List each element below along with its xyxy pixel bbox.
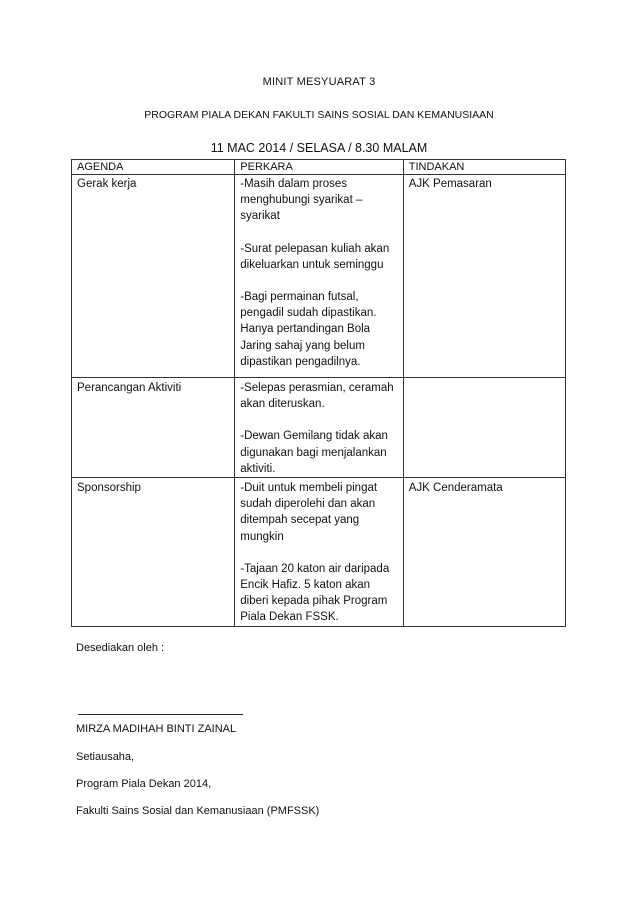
perkara-item: -Masih dalam proses menghubungi syarikat – syarikat — [240, 178, 363, 223]
column-header-tindakan: TINDAKAN — [403, 160, 565, 175]
signatory-faculty: Fakulti Sains Sosial dan Kemanusiaan (PMFSSK) — [76, 805, 320, 817]
perkara-item: -Tajaan 20 katon air daripada Encik Hafiz. 5 katon akan diberi kepada pihak Program Piala Dekan FSSK. — [240, 562, 390, 624]
prepared-by-label: Desediakan oleh : — [76, 642, 165, 654]
table-row — [72, 378, 566, 478]
signatory-name: MIRZA MADIHAH BINTI ZAINAL — [76, 723, 237, 735]
minutes-title: MINIT MESYUARAT 3 — [262, 76, 376, 88]
agenda-cell: Gerak kerja — [72, 175, 235, 378]
perkara-item: -Dewan Gemilang tidak akan digunakan bagi menjalankan aktiviti. — [240, 430, 388, 475]
agenda-cell: Sponsorship — [72, 478, 235, 627]
perkara-cell — [235, 478, 403, 627]
perkara-item: -Bagi permainan futsal, pengadil sudah dipastikan. Hanya pertandingan Bola Jaring sahaj yang belum dipastikan pengadilnya. — [240, 291, 377, 368]
perkara-item: -Surat pelepasan kuliah akan dikeluarkan untuk seminggu — [240, 242, 390, 271]
tindakan-cell: AJK Cenderamata — [403, 478, 565, 627]
signature-line — [78, 714, 243, 715]
tindakan-cell — [403, 378, 565, 478]
agenda-cell: Perancangan Aktiviti — [72, 378, 235, 478]
column-header-agenda: AGENDA — [72, 160, 235, 175]
signatory-role: Setiausaha, — [76, 751, 135, 763]
tindakan-cell: AJK Pemasaran — [403, 175, 565, 378]
perkara-cell — [235, 175, 403, 378]
table-row — [72, 478, 566, 627]
perkara-cell — [235, 378, 403, 478]
minutes-table — [71, 159, 566, 627]
meeting-date: 11 MAC 2014 / SELASA / 8.30 MALAM — [210, 141, 428, 155]
signatory-program: Program Piala Dekan 2014, — [76, 778, 212, 790]
perkara-item: -Duit untuk membeli pingat sudah diperolehi dan akan ditempah secepat yang mungkin — [240, 482, 378, 543]
table-row — [72, 175, 566, 378]
table-header-row — [72, 160, 566, 175]
program-title: PROGRAM PIALA DEKAN FAKULTI SAINS SOSIAL DAN KEMANUSIAAN — [144, 109, 494, 121]
perkara-item: -Selepas perasmian, ceramah akan diteruskan. — [240, 382, 394, 411]
column-header-perkara: PERKARA — [235, 160, 403, 175]
